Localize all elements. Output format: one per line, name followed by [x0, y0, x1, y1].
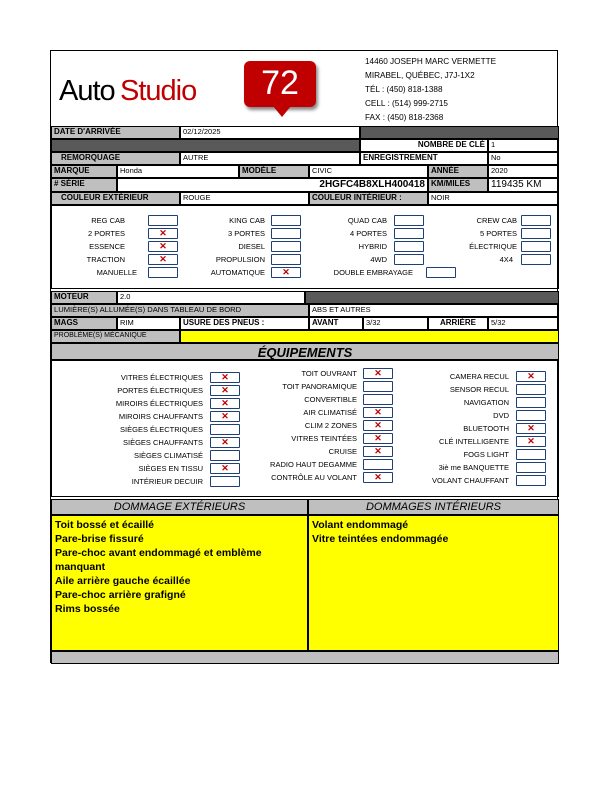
option-label-2-portes: 2 PORTES	[88, 229, 125, 238]
checkbox-controle-au-volant[interactable]: ✕	[363, 472, 393, 483]
option-label-convertible: CONVERTIBLE	[304, 395, 357, 404]
mags-value[interactable]: RIM	[117, 317, 180, 330]
option-label-4-portes: 4 PORTES	[350, 229, 387, 238]
dash-lights-value[interactable]: ABS ET AUTRES	[309, 304, 559, 317]
mechanical-problems-value[interactable]	[180, 330, 559, 343]
model-value[interactable]: CIVIC	[309, 165, 428, 178]
footer-bar	[51, 651, 559, 664]
mags-label: MAGS	[51, 317, 117, 330]
interior-color-label: COULEUR INTÉRIEUR :	[309, 192, 428, 205]
address-line: FAX : (450) 818-2368	[365, 113, 444, 122]
option-label-sieges-chauffants: SIÈGES CHAUFFANTS	[122, 438, 203, 447]
option-label-miroirs-electriques: MIROIRS ÉLECTRIQUES	[115, 399, 203, 408]
towing-label: REMORQUAGE	[51, 152, 180, 165]
option-label-cle-intelligente: CLÉ INTELLIGENTE	[438, 437, 509, 446]
year-label: ANNÉE	[428, 165, 488, 178]
checkbox-navigation[interactable]	[516, 397, 546, 408]
option-label-toit-panoramique: TOIT PANORAMIQUE	[282, 382, 357, 391]
checkbox-cle-intelligente[interactable]: ✕	[516, 436, 546, 447]
logo-bubble-tail	[273, 106, 291, 117]
dash-lights-label: LUMIÈRE(S) ALLUMÉE(S) DANS TABLEAU DE BORD	[51, 304, 309, 317]
exterior-damage-item: Pare-choc avant endommagé et emblème manquant	[55, 547, 262, 573]
option-label-radio-haut-degamme: RADIO HAUT DEGAMME	[270, 460, 357, 469]
arrival-date-value[interactable]: 02/12/2025	[180, 126, 360, 139]
option-label-essence: ESSENCE	[89, 242, 125, 251]
interior-damage-list	[312, 518, 555, 546]
option-label-crew-cab: CREW CAB	[476, 216, 517, 225]
option-label-portes-electriques: PORTES ÉLECTRIQUES	[117, 386, 203, 395]
rear-tire-label: ARRIÈRE	[428, 317, 488, 330]
checkbox-miroirs-chauffants[interactable]: ✕	[210, 411, 240, 422]
logo-word-auto: Auto	[59, 75, 115, 107]
logo-number: 72	[261, 64, 299, 102]
option-label-king-cab: KING CAB	[229, 216, 265, 225]
exterior-color-value[interactable]: ROUGE	[180, 192, 309, 205]
checkbox-essence[interactable]: ✕	[148, 241, 178, 252]
checkbox-double-embrayage[interactable]	[426, 267, 456, 278]
model-label: MODÈLE	[239, 165, 309, 178]
option-label-navigation: NAVIGATION	[463, 398, 509, 407]
checkbox-dvd[interactable]	[516, 410, 546, 421]
checkbox-electrique[interactable]	[521, 241, 551, 252]
checkbox-automatique[interactable]: ✕	[271, 267, 301, 278]
option-label-sensor-recul: SENSOR RECUL	[449, 385, 509, 394]
option-label-toit-ouvrant: TOIT OUVRANT	[301, 369, 357, 378]
option-label-hybrid: HYBRID	[358, 242, 387, 251]
registration-label: ENREGISTREMENT	[360, 152, 488, 165]
exterior-damage-item: Rims bossée	[55, 603, 120, 615]
checkbox-2-portes[interactable]: ✕	[148, 228, 178, 239]
interior-color-value[interactable]: NOIR	[428, 192, 559, 205]
option-label-quad-cab: QUAD CAB	[347, 216, 387, 225]
option-label-interieur-decuir: INTÉRIEUR DECUIR	[131, 477, 203, 486]
option-label-3-portes: 3 PORTES	[228, 229, 265, 238]
option-label-traction: TRACTION	[86, 255, 125, 264]
option-label-cruise: CRUISE	[328, 447, 357, 456]
checkbox-vitres-electriques[interactable]: ✕	[210, 372, 240, 383]
option-label-sieges-climatise: SIÈGES CLIMATISÉ	[133, 451, 203, 460]
checkbox-volant-chauffant[interactable]	[516, 475, 546, 486]
option-label-reg-cab: REG CAB	[91, 216, 125, 225]
key-count-value[interactable]: 1	[488, 139, 559, 152]
tire-wear-label: USURE DES PNEUS :	[180, 317, 309, 330]
checkbox-clim-2-zones[interactable]: ✕	[363, 420, 393, 431]
option-label-5-portes: 5 PORTES	[480, 229, 517, 238]
exterior-damage-title: DOMMAGE EXTÉRIEURS	[51, 499, 308, 515]
checkbox-sieges-chauffants[interactable]: ✕	[210, 437, 240, 448]
registration-value[interactable]: No	[488, 152, 559, 165]
interior-damage-item: Volant endommagé	[312, 519, 409, 531]
checkbox-4x4[interactable]	[521, 254, 551, 265]
logo-word-studio: Studio	[120, 75, 197, 107]
option-label-clim-2-zones: CLIM 2 ZONES	[304, 421, 357, 430]
exterior-damage-list	[55, 518, 304, 616]
mileage-label: KM/MILES	[428, 178, 488, 192]
key-count-label: NOMBRE DE CLÉ	[360, 139, 488, 152]
address-line: 14460 JOSEPH MARC VERMETTE	[365, 57, 497, 66]
checkbox-bluetooth[interactable]: ✕	[516, 423, 546, 434]
arrival-date-label: DATE D'ARRIVÉE	[51, 126, 180, 139]
rear-tire-value[interactable]: 5/32	[488, 317, 559, 330]
checkbox-fogs-light[interactable]	[516, 449, 546, 460]
option-label-manuelle: MANUELLE	[96, 268, 137, 277]
address-line: MIRABEL, QUÉBEC, J7J-1X2	[365, 71, 475, 80]
option-label-propulsion: PROPULSION	[215, 255, 265, 264]
exterior-color-label: COULEUR EXTÉRIEUR	[51, 192, 180, 205]
exterior-damage-item: Pare-brise fissuré	[55, 533, 144, 545]
front-tire-value[interactable]: 3/32	[363, 317, 428, 330]
option-label-miroirs-chauffants: MIROIRS CHAUFFANTS	[118, 412, 203, 421]
option-label-air-climatise: AIR CLIMATISÉ	[303, 408, 357, 417]
mechanical-problems-label: PROBLÈME(S) MÉCANIQUE	[51, 330, 180, 343]
option-label-double-embrayage: DOUBLE EMBRAYAGE	[333, 268, 413, 277]
make-label: MARQUE	[51, 165, 117, 178]
logo	[59, 61, 329, 121]
checkbox-traction[interactable]: ✕	[148, 254, 178, 265]
interior-damage-item: Vitre teintées endommagée	[312, 533, 449, 545]
engine-value[interactable]: 2.0	[117, 291, 305, 304]
option-label-diesel: DIESEL	[238, 242, 265, 251]
mileage-value[interactable]: 119435 KM	[488, 178, 559, 192]
option-label-volant-chauffant: VOLANT CHAUFFANT	[432, 476, 509, 485]
inspection-form	[50, 50, 558, 663]
option-label-sieges-electriques: SIÈGES ÉLECTRIQUES	[120, 425, 203, 434]
option-label-fogs-light: FOGS LIGHT	[463, 450, 509, 459]
option-label-4x4: 4X4	[499, 255, 513, 264]
checkbox-portes-electriques[interactable]: ✕	[210, 385, 240, 396]
checkbox-3ie-me-banquette[interactable]	[516, 462, 546, 473]
address-line: TÉL : (450) 818-1388	[365, 85, 443, 94]
exterior-damage-item: Aile arrière gauche écaillée	[55, 575, 191, 587]
serial-label: # SÉRIE	[51, 178, 117, 192]
exterior-damage-box[interactable]	[51, 515, 308, 651]
interior-damage-title: DOMMAGES INTÉRIEURS	[308, 499, 559, 515]
header-bar	[360, 126, 559, 139]
blank-gray-bar	[51, 139, 360, 152]
make-value[interactable]: Honda	[117, 165, 239, 178]
option-label-3ie-me-banquette: 3iè me BANQUETTE	[438, 463, 509, 472]
option-label-4wd: 4WD	[370, 255, 387, 264]
towing-value[interactable]: AUTRE	[180, 152, 360, 165]
option-label-controle-au-volant: CONTRÔLE AU VOLANT	[271, 473, 357, 482]
option-label-vitres-electriques: VITRES ÉLECTRIQUES	[120, 373, 203, 382]
checkbox-5-portes[interactable]	[521, 228, 551, 239]
checkbox-toit-ouvrant[interactable]: ✕	[363, 368, 393, 379]
address-line: CELL : (514) 999-2715	[365, 99, 448, 108]
option-label-vitres-teintees: VITRES TEINTÉES	[291, 434, 357, 443]
checkbox-sensor-recul[interactable]	[516, 384, 546, 395]
engine-label: MOTEUR	[51, 291, 117, 304]
front-tire-label: AVANT	[309, 317, 363, 330]
checkbox-sieges-en-tissu[interactable]: ✕	[210, 463, 240, 474]
checkbox-camera-recul[interactable]: ✕	[516, 371, 546, 382]
option-label-sieges-en-tissu: SIÈGES EN TISSU	[138, 464, 203, 473]
option-label-bluetooth: BLUETOOTH	[463, 424, 509, 433]
checkbox-air-climatise[interactable]: ✕	[363, 407, 393, 418]
engine-bar	[305, 291, 559, 304]
equipment-title: ÉQUIPEMENTS	[51, 343, 559, 360]
checkbox-crew-cab[interactable]	[521, 215, 551, 226]
interior-damage-box[interactable]	[308, 515, 559, 651]
checkbox-vitres-teintees[interactable]: ✕	[363, 433, 393, 444]
exterior-damage-item: Pare-choc arrière grafigné	[55, 589, 186, 601]
option-label-electrique: ÉLECTRIQUE	[469, 242, 517, 251]
year-value[interactable]: 2020	[488, 165, 559, 178]
checkbox-cruise[interactable]: ✕	[363, 446, 393, 457]
option-label-dvd: DVD	[493, 411, 509, 420]
option-label-automatique: AUTOMATIQUE	[210, 268, 265, 277]
option-label-camera-recul: CAMERA RECUL	[449, 372, 509, 381]
exterior-damage-item: Toit bossé et écaillé	[55, 519, 155, 531]
serial-value[interactable]: 2HGFC4B8XLH400418	[117, 178, 428, 192]
checkbox-miroirs-electriques[interactable]: ✕	[210, 398, 240, 409]
